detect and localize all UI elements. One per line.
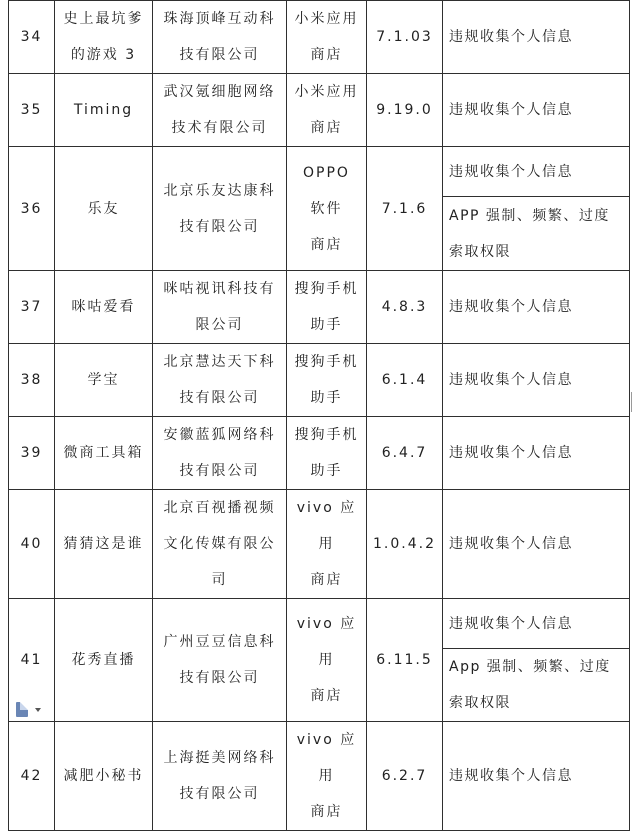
app-version: 6.4.7	[367, 417, 443, 490]
issue-text: 违规收集个人信息	[443, 599, 630, 649]
issue-text: 违规收集个人信息	[443, 417, 630, 490]
row-number: 40	[9, 490, 55, 599]
app-store: 搜狗手机 助手	[287, 271, 367, 344]
table-row	[9, 74, 630, 147]
issue-text: 违规收集个人信息	[443, 271, 630, 344]
app-name: 减肥小秘书	[55, 722, 153, 831]
app-store: 搜狗手机 助手	[287, 417, 367, 490]
company-name: 上海挺美网络科 技有限公司	[153, 722, 287, 831]
company-name: 珠海顶峰互动科 技有限公司	[153, 1, 287, 74]
app-version: 1.0.4.2	[367, 490, 443, 599]
app-version: 7.1.03	[367, 1, 443, 74]
company-name: 北京乐友达康科 技有限公司	[153, 147, 287, 271]
row-number: 34	[9, 1, 55, 74]
page-edge-marker	[631, 392, 637, 412]
app-version: 6.11.5	[367, 599, 443, 722]
app-name: 史上最坑爹 的游戏 3	[55, 1, 153, 74]
table-row	[9, 147, 630, 197]
table-row	[9, 1, 630, 74]
app-version: 9.19.0	[367, 74, 443, 147]
row-number: 39	[9, 417, 55, 490]
table-row	[9, 417, 630, 490]
row-number: 41	[9, 599, 55, 722]
issue-text: 违规收集个人信息	[443, 722, 630, 831]
app-version: 6.2.7	[367, 722, 443, 831]
table-row	[9, 271, 630, 344]
issue-text: App 强制、频繁、过度索取权限	[443, 649, 630, 722]
row-number: 38	[9, 344, 55, 417]
issue-text: 违规收集个人信息	[443, 74, 630, 147]
app-name: 花秀直播	[55, 599, 153, 722]
company-name: 广州豆豆信息科 技有限公司	[153, 599, 287, 722]
company-name: 武汉氪细胞网络 技术有限公司	[153, 74, 287, 147]
app-store: 小米应用 商店	[287, 1, 367, 74]
app-name: 猜猜这是谁	[55, 490, 153, 599]
app-store: vivo 应用 商店	[287, 722, 367, 831]
issue-text: 违规收集个人信息	[443, 147, 630, 197]
app-name: 微商工具箱	[55, 417, 153, 490]
app-violation-table	[8, 0, 630, 831]
row-number: 36	[9, 147, 55, 271]
table-row	[9, 344, 630, 417]
app-name: 咪咕爱看	[55, 271, 153, 344]
app-name: 学宝	[55, 344, 153, 417]
row-number: 42	[9, 722, 55, 831]
issue-text: APP 强制、频繁、过度索取权限	[443, 197, 630, 271]
company-name: 北京慧达天下科 技有限公司	[153, 344, 287, 417]
row-number: 35	[9, 74, 55, 147]
app-name: 乐友	[55, 147, 153, 271]
paste-options-button[interactable]	[16, 700, 48, 720]
document-icon	[16, 702, 28, 717]
table-row	[9, 722, 630, 831]
company-name: 北京百视播视频 文化传媒有限公 司	[153, 490, 287, 599]
table-row	[9, 490, 630, 599]
row-number: 37	[9, 271, 55, 344]
chevron-down-icon	[35, 708, 41, 712]
app-store: 搜狗手机 助手	[287, 344, 367, 417]
app-version: 4.8.3	[367, 271, 443, 344]
app-store: OPPO 软件 商店	[287, 147, 367, 271]
app-store: vivo 应用 商店	[287, 490, 367, 599]
issue-text: 违规收集个人信息	[443, 490, 630, 599]
app-version: 6.1.4	[367, 344, 443, 417]
company-name: 安徽蓝狐网络科 技有限公司	[153, 417, 287, 490]
table-row	[9, 599, 630, 649]
issue-text: 违规收集个人信息	[443, 1, 630, 74]
issue-text: 违规收集个人信息	[443, 344, 630, 417]
app-store: 小米应用 商店	[287, 74, 367, 147]
company-name: 咪咕视讯科技有 限公司	[153, 271, 287, 344]
app-name: Timing	[55, 74, 153, 147]
app-version: 7.1.6	[367, 147, 443, 271]
app-store: vivo 应用 商店	[287, 599, 367, 722]
